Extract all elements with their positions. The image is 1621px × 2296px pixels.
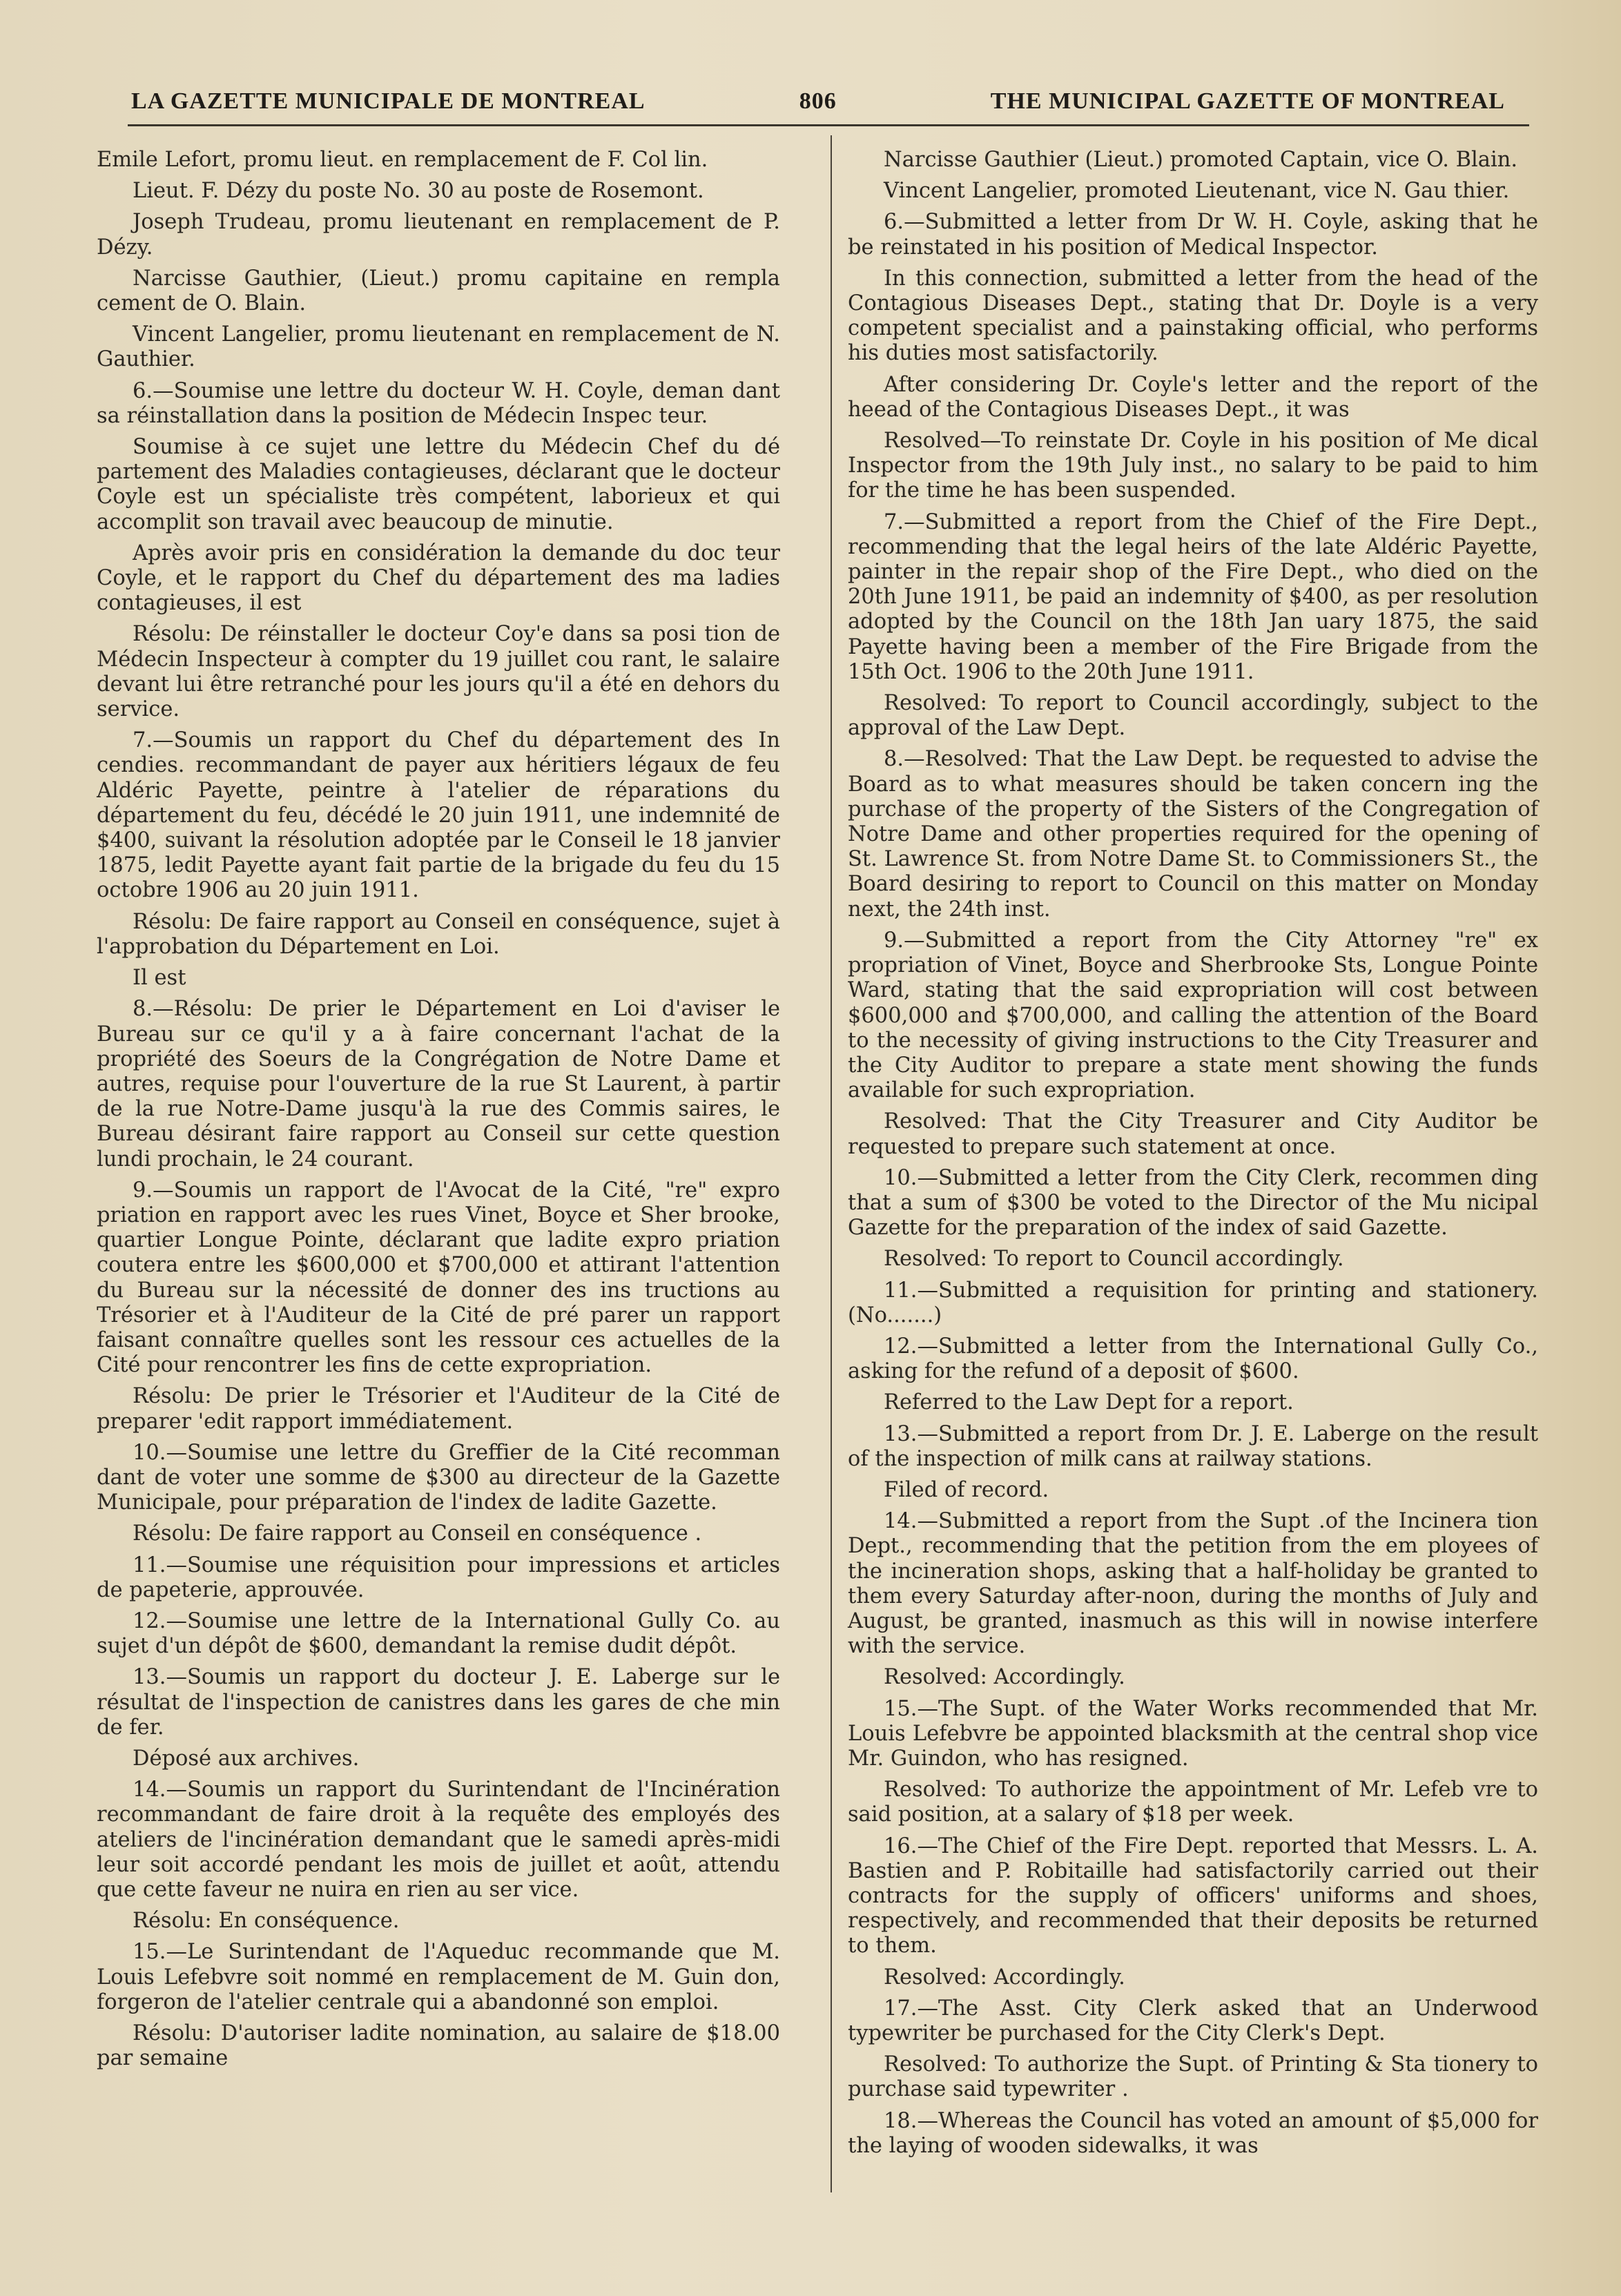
- paragraph: In this connection, submitted a letter from the head of the Contagious Diseases Dept., stating that Dr. Doyle is a very competent specialist and a painstaking official, who performs his duties most satisfactorily.: [848, 266, 1538, 366]
- paragraph: Resolved—To reinstate Dr. Coyle in his position of Me dical Inspector from the 19th July inst., no salary to be paid to him for the time he has been suspended.: [848, 429, 1538, 503]
- english-column: [848, 148, 1538, 2165]
- column-divider: [831, 135, 832, 2192]
- paragraph: Soumise à ce sujet une lettre du Médecin Chef du dé partement des Maladies contagieuses, déclarant que le docteur Coyle est un spécialiste très compétent, laborieux et qui accomplit son travail avec beaucoup de minutie.: [97, 435, 780, 534]
- paragraph: 10.—Submitted a letter from the City Clerk, recommen ding that a sum of $300 be voted to the Director of the Mu nicipal Gazette for the preparation of the index of said Gazette.: [848, 1165, 1538, 1241]
- paragraph: Filed of record.: [884, 1477, 1049, 1502]
- paragraph: Déposé aux archives.: [133, 1746, 360, 1771]
- paragraph: Vincent Langelier, promoted Lieutenant, vice N. Gau thier.: [884, 179, 1510, 204]
- paragraph: 6.—Submitted a letter from Dr W. H. Coyle, asking that he be reinstated in his position of Medical Inspector.: [848, 210, 1538, 260]
- paragraph: 9.—Soumis un rapport de l'Avocat de la Cité, "re" expro priation en rapport avec les rues Vinet, Boyce et Sher brooke, quartier Longue Pointe, déclarant que ladite expro priation coutera entre les $600,000 et $700,000 et attirant l'attention du Bureau sur la nécessité de donner des ins tructions au Trésorier et à l'Auditeur de la Cité de pré parer un rapport faisant connaître quelles sont les ressour ces actuelles de la Cité pour rencontrer les fins de cette expropriation.: [97, 1178, 780, 1378]
- paragraph: Résolu: En conséquence.: [133, 1909, 400, 1934]
- paragraph: Vincent Langelier, promu lieutenant en remplacement de N. Gauthier.: [97, 322, 780, 372]
- paragraph: 7.—Submitted a report from the Chief of the Fire Dept., recommending that the legal heirs of the late Aldéric Payette, painter in the repair shop of the Fire Dept., who died on the 20th June 1911, be paid an indemnity of $400, as per resolution adopted by the Council on the 18th Jan uary 1875, the said Payette having been a member of the Fire Brigade from the 15th Oct. 1906 to the 20th June 1911.: [848, 509, 1538, 684]
- paragraph: Resolved: To report to Council accordingly, subject to the approval of the Law Dept.: [848, 691, 1538, 741]
- paragraph: Resolved: To authorize the appointment of Mr. Lefeb vre to said position, at a salary of $18 per week.: [848, 1778, 1538, 1827]
- paragraph: 8.—Resolved: That the Law Dept. be requested to advise the Board as to what measures should be taken concern ing the purchase of the property of the Sisters of the Congregation of Notre Dame and other properties required for the opening of St. Lawrence St. from Notre Dame St. to Commissioners St., the Board desiring to report to Council on this matter on Monday next, the 24th inst.: [848, 747, 1538, 922]
- paragraph: Résolu: De prier le Trésorier et l'Auditeur de la Cité de preparer 'edit rapport immédiatement.: [97, 1384, 780, 1434]
- paragraph: 14.—Submitted a report from the Supt .of the Incinera tion Dept., recommending that the petition from the em ployees of the incineration shops, asking that a half-holiday be granted to them every Saturday after-noon, during the months of July and August, be granted, inasmuch as this will in nowise interfere with the service.: [848, 1509, 1538, 1659]
- paragraph: 15.—Le Surintendant de l'Aqueduc recommande que M. Louis Lefebvre soit nommé en remplacement de M. Guin don, forgeron de l'atelier centrale qui a abandonné son emploi.: [97, 1940, 780, 2014]
- paragraph: Il est: [133, 966, 186, 991]
- paragraph: Résolu: De réinstaller le docteur Coy'e dans sa posi tion de Médecin Inspecteur à compter du 19 juillet cou rant, le salaire devant lui être retranché pour les jours qu'il a été en dehors du service.: [97, 622, 780, 722]
- paragraph: 11.—Soumise une réquisition pour impressions et articles de papeterie, approuvée.: [97, 1553, 780, 1602]
- paragraph: Resolved: Accordingly.: [884, 1965, 1125, 1989]
- paragraph: 12.—Soumise une lettre de la International Gully Co. au sujet d'un dépôt de $600, demandant la remise dudit dépôt.: [97, 1608, 780, 1659]
- page-header: [131, 81, 1505, 121]
- paragraph: 12.—Submitted a letter from the International Gully Co., asking for the refund of a deposit of $600.: [848, 1334, 1538, 1384]
- paragraph: 6.—Soumise une lettre du docteur W. H. Coyle, deman dant sa réinstallation dans la position de Médecin Inspec teur.: [97, 378, 780, 428]
- header-french-title: LA GAZETTE MUNICIPALE DE MONTREAL: [131, 88, 646, 114]
- paragraph: Referred to the Law Dept for a report.: [884, 1390, 1294, 1415]
- paragraph: Resolved: To report to Council accordingly.: [884, 1247, 1344, 1272]
- paragraph: 16.—The Chief of the Fire Dept. reported that Messrs. L. A. Bastien and P. Robitaille had satisfactorily carried out their contracts for the supply of officers' uniforms and shoes, respectively, and recommended that their deposits be returned to them.: [848, 1833, 1538, 1958]
- header-rule: [128, 124, 1529, 126]
- paragraph: 8.—Résolu: De prier le Département en Loi d'aviser le Bureau sur ce qu'il y a à faire concernant l'achat de la propriété des Soeurs de la Congrégation de Notre Dame et autres, requise pour l'ouverture de la rue St Laurent, à partir de la rue Notre-Dame jusqu'à la rue des Commis saires, le Bureau désirant faire rapport au Conseil sur cette question lundi prochain, le 24 courant.: [97, 997, 780, 1171]
- paragraph: 14.—Soumis un rapport du Surintendant de l'Incinération recommandant de faire droit à la requête des employés des ateliers de l'incinération demandant que le samedi après-midi leur soit accordé pendant les mois de juillet et août, attendu que cette faveur ne nuira en rien au ser vice.: [97, 1778, 780, 1902]
- header-english-title: THE MUNICIPAL GAZETTE OF MONTREAL: [990, 88, 1505, 114]
- paragraph: 13.—Soumis un rapport du docteur J. E. Laberge sur le résultat de l'inspection de canistres dans les gares de che min de fer.: [97, 1665, 780, 1740]
- paragraph: Résolu: D'autoriser ladite nomination, au salaire de $18.00 par semaine: [97, 2021, 780, 2071]
- paragraph: 15.—The Supt. of the Water Works recommended that Mr. Louis Lefebvre be appointed blacksmith at the central shop vice Mr. Guindon, who has resigned.: [848, 1696, 1538, 1771]
- paragraph: Resolved: That the City Treasurer and City Auditor be requested to prepare such statement at once.: [848, 1109, 1538, 1159]
- paragraph: 10.—Soumise une lettre du Greffier de la Cité recomman dant de voter une somme de $300 au directeur de la Gazette Municipale, pour préparation de l'index de ladite Gazette.: [97, 1440, 780, 1515]
- paragraph: Lieut. F. Dézy du poste No. 30 au poste de Rosemont.: [133, 179, 704, 204]
- paragraph: 18.—Whereas the Council has voted an amount of $5,000 for the laying of wooden sidewalks, it was: [848, 2108, 1538, 2158]
- paragraph: Résolu: De faire rapport au Conseil en conséquence .: [133, 1521, 702, 1546]
- paragraph: Résolu: De faire rapport au Conseil en conséquence, sujet à l'approbation du Département en Loi.: [97, 909, 780, 959]
- paragraph: Narcisse Gauthier (Lieut.) promoted Captain, vice O. Blain.: [884, 148, 1518, 172]
- page-number: 806: [799, 88, 837, 114]
- paragraph: 13.—Submitted a report from Dr. J. E. Laberge on the result of the inspection of milk cans at railway stations.: [848, 1421, 1538, 1471]
- french-column: [97, 148, 780, 2077]
- paragraph: Resolved: To authorize the Supt. of Printing & Sta tionery to purchase said typewriter .: [848, 2052, 1538, 2102]
- paragraph: Emile Lefort, promu lieut. en remplacement de F. Col lin.: [97, 148, 708, 172]
- paragraph: Joseph Trudeau, promu lieutenant en remplacement de P. Dézy.: [97, 210, 780, 260]
- paragraph: Resolved: Accordingly.: [884, 1665, 1125, 1690]
- paragraph: After considering Dr. Coyle's letter and the report of the heead of the Contagious Diseases Dept., it was: [848, 372, 1538, 422]
- paragraph: 11.—Submitted a requisition for printing and stationery. (No.......): [848, 1278, 1538, 1327]
- paragraph: Après avoir pris en considération la demande du doc teur Coyle, et le rapport du Chef du département des ma ladies contagieuses, il est: [97, 541, 780, 616]
- paragraph: 7.—Soumis un rapport du Chef du département des In cendies. recommandant de payer aux héritiers légaux de feu Aldéric Payette, peintre à l'atelier de réparations du département du feu, décédé le 20 juin 1911, une indemnité de $400, suivant la résolution adoptée par le Conseil le 18 janvier 1875, ledit Payette ayant fait partie de la brigade du feu du 15 octobre 1906 au 20 juin 1911.: [97, 728, 780, 903]
- paragraph: Narcisse Gauthier, (Lieut.) promu capitaine en rempla cement de O. Blain.: [97, 266, 780, 316]
- paragraph: 17.—The Asst. City Clerk asked that an Underwood typewriter be purchased for the City Clerk's Dept.: [848, 1996, 1538, 2046]
- paragraph: 9.—Submitted a report from the City Attorney "re" ex propriation of Vinet, Boyce and Sherbrooke Sts, Longue Pointe Ward, stating that the said expropriation will cost between $600,000 and $700,000, and calling the attention of the Board to the necessity of giving instructions to the City Treasurer and the City Auditor to prepare a state ment showing the funds available for such expropriation.: [848, 928, 1538, 1103]
